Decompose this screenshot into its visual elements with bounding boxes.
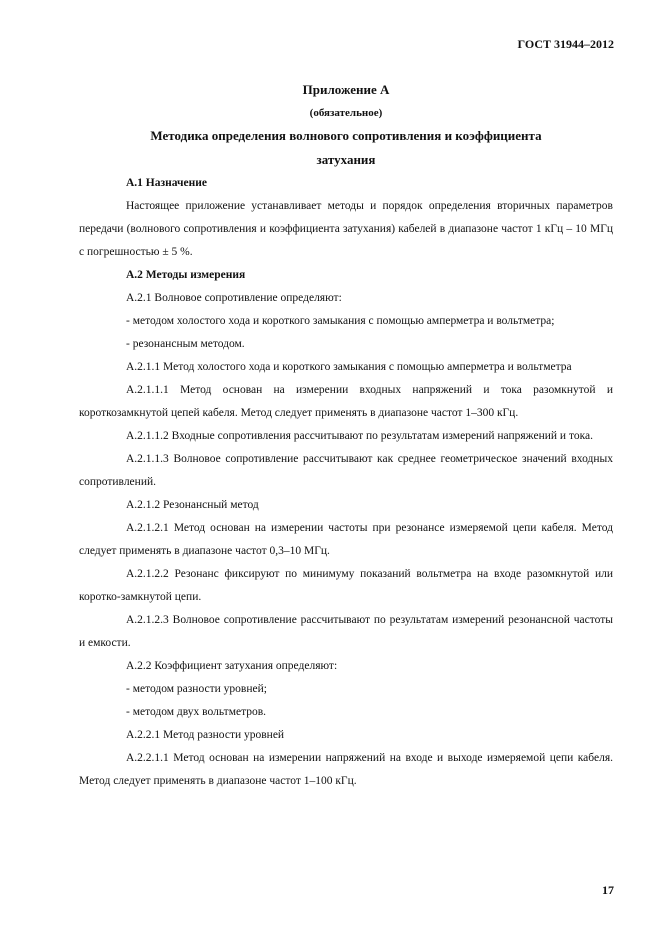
paragraph: А.2.1.2.1 Метод основан на измерении частоты при резонансе измеряемой цепи кабеля. Метод следует применять в диапазоне частот 0,3–10 МГц.	[79, 522, 613, 557]
section-heading-a2: А.2 Методы измерения	[126, 269, 246, 281]
paragraph: Настоящее приложение устанавливает методы и порядок определения вторичных параметров передачи (волнового сопротивления и коэффициента затухания) кабелей в диапазоне частот 1 кГц – 10 МГц с погрешностью ± 5 %.	[79, 200, 613, 258]
page-number: 17	[602, 883, 614, 897]
paragraph: А.2.1.1 Метод холостого хода и короткого замыкания с помощью амперметра и вольтметра	[126, 361, 572, 373]
list-item: - резонансным методом.	[126, 338, 245, 350]
paragraph: А.2.1.2 Резонансный метод	[126, 499, 259, 511]
annex-heading-line-2: затухания	[316, 152, 376, 167]
paragraph: А.2.2 Коэффициент затухания определяют:	[126, 660, 338, 672]
page-content	[79, 78, 613, 793]
section-heading-a1: А.1 Назначение	[126, 177, 207, 189]
paragraph: А.2.1.2.2 Резонанс фиксируют по минимуму показаний вольтметра на входе разомкнутой или коротко-замкнутой цепи.	[79, 568, 613, 603]
paragraph: А.2.1.1.1 Метод основан на измерении входных напряжений и тока разомкнутой и короткозамкнутой цепей кабеля. Метод следует применять в диапазоне частот 1–300 кГц.	[79, 384, 613, 419]
list-item: - методом холостого хода и короткого замыкания с помощью амперметра и вольтметра;	[126, 315, 555, 327]
paragraph: А.2.2.1.1 Метод основан на измерении напряжений на входе и выходе измеряемой цепи кабеля. Метод следует применять в диапазоне частот 1–100 кГц.	[79, 752, 613, 787]
annex-title: Приложение А	[302, 82, 390, 97]
paragraph: А.2.1 Волновое сопротивление определяют:	[126, 292, 342, 304]
standard-number: ГОСТ 31944–2012	[517, 37, 614, 51]
list-item: - методом двух вольтметров.	[126, 706, 267, 718]
paragraph: А.2.1.1.3 Волновое сопротивление рассчитывают как среднее геометрическое значений входных сопротивлений.	[79, 453, 613, 488]
paragraph: А.2.1.2.3 Волновое сопротивление рассчитывают по результатам измерений резонансной частоты и емкости.	[79, 614, 613, 649]
annex-heading-line-1: Методика определения волнового сопротивления и коэффициента	[150, 128, 542, 143]
paragraph: А.2.1.1.2 Входные сопротивления рассчитывают по результатам измерений напряжений и тока.	[126, 430, 593, 442]
annex-status: (обязательное)	[309, 107, 383, 119]
paragraph: А.2.2.1 Метод разности уровней	[126, 729, 285, 741]
list-item: - методом разности уровней;	[126, 683, 267, 695]
